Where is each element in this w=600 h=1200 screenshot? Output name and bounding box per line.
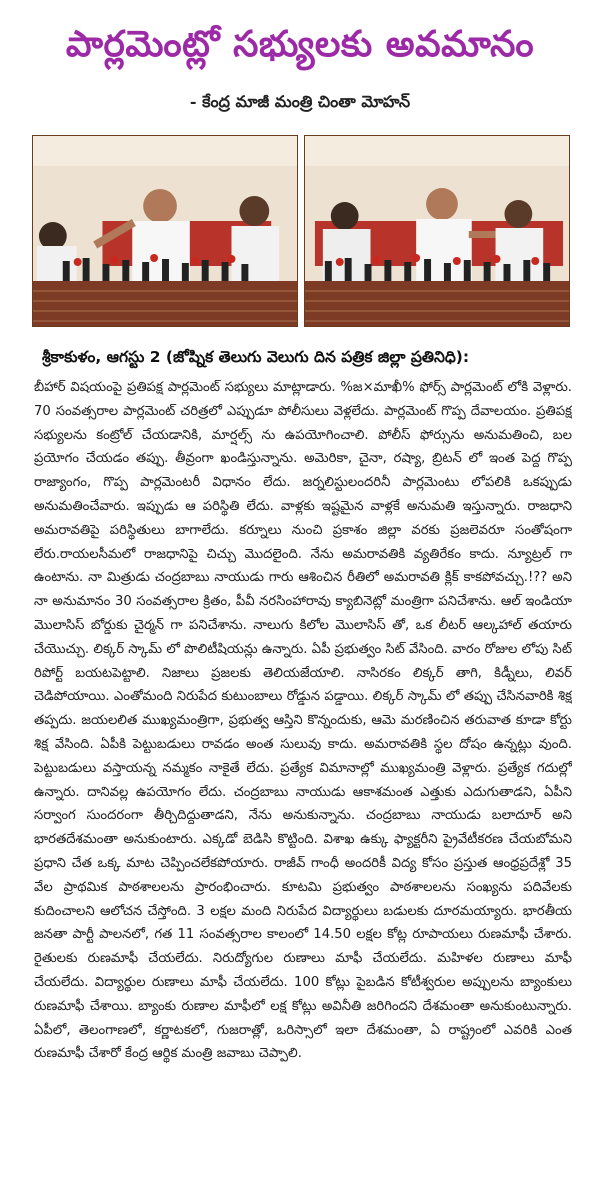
press-meet-photo-left — [32, 135, 298, 327]
headline: పార్లమెంట్లో సభ్యులకు అవమానం — [65, 24, 535, 65]
press-meet-photo-right — [304, 135, 570, 327]
photo-strip — [32, 135, 570, 325]
article-body: బీహార్ విషయంపై ప్రతిపక్ష పార్లమెంట్ సభ్యులు మాట్లాడారు. %జ×మాఖీ% ఫోర్స్ పార్లమెంట్ లోకి వెళ్లారు. 70 సంవత్సరాల పార్లమెంట్ చరిత్రలో ఎప్పుడూ పోలీసులు వెళ్లలేదు. పార్లమెంట్ గొప్ప దేవాలయం. ప్రతిపక్ష సభ్యులను కంట్రోల్ చేయడానికి, మార్షల్స్ ను ఉపయోగించాలి. పోలీస్ ఫోర్సును అనుమతించి, బల ప్రయోగం చేయడం తప్పు. తీవ్రంగా ఖండిస్తున్నాను. అమెరికా, చైనా, రష్యా, బ్రిటన్ లో ఇంత పెద్ద గొప్ప రాజ్యాంగం, గొప్ప పార్లమెంటరీ విధానం లేదు. జర్నలిస్టులందరినీ పార్లమెంటు లోపలికి ఒకప్పుడు అనుమతించేవారు. ఇప్పుడు ఆ పరిస్థితి లేదు. వాళ్లకు ఇష్టమైన వాళ్లకే అనుమతి ఇస్తున్నారు. రాజధాని అమరావతిపై పరిస్థితులు బాగాలేదు. కర్నూలు నుంచి ప్రకాశం జిల్లా వరకు ప్రజలెవరూ సంతోషంగా లేరు.రాయలసీమలో రాజధానిపై చిచ్చు మొదలైంది. నేను అమరావతికి వ్యతిరేకం కాదు. న్యూట్రల్ గా ఉంటాను. నా మిత్రుడు చంద్రబాబు నాయుడు గారు ఆశించిన రీతిలో అమరావతి క్లిక్ కాకపోవచ్చు.!?? అని నా అనుమానం 30 సంవత్సరాల క్రితం, పీవీ నరసింహారావు క్యాబినెట్లో మంత్రిగా పనిచేశాను. ఆల్ ఇండియా మొలాసిస్ బోర్డుకు చైర్మన్ గా పనిచేశాను. నాలుగు కిలోల మొలాసిస్ తో, ఒక లీటర్ ఆల్కహాల్ తయారు చేయొచ్చు. లిక్కర్ స్కామ్ లో పొలిటీషియన్లు ఉన్నారు. ఏపీ ప్రభుత్వం సిట్ వేసింది. వారం రోజుల లోపు సిట్ రిపోర్ట్ బయటపెట్టాలి. నిజాలు ప్రజలకు తెలియజేయాలి. నాసిరకం లిక్కర్ తాగి, కిడ్నీలు, లివర్ చెడిపోయాయి. ఎంతోమంది నిరుపేద కుటుంబాలు రోడ్డున పడ్డాయి. లిక్కర్ స్కామ్ లో తప్పు చేసినవారికి శిక్ష తప్పదు. జయలలిత ముఖ్యమంత్రిగా, ప్రభుత్వ ఆస్తిని కొన్నందుకు, ఆమె మరణించిన తరువాత కూడా కోర్టు శిక్ష వేసింది. ఏపీకి పెట్టుబడులు రావడం అంత సులువు కాదు. అమరావతికి స్థల దోషం ఉన్నట్లు వుంది. పెట్టుబడులు వస్తాయన్న నమ్మకం నాకైతే లేదు. ప్రత్యేక విమానాల్లో ముఖ్యమంత్రి వెళ్లారు. ప్రత్యేక గదుల్లో ఉన్నారు. దానివల్ల ఉపయోగం లేదు. చంద్రబాబు నాయుడు ఆకాశమంత ఎత్తుకు ఎదుగుతాడని, ఏపీని సర్వాంగ సుందరంగా తీర్చిదిద్దుతాడని, నేను అనుకున్నాను. చంద్రబాబు నాయుడు బలాదూర్ అని భారతదేశమంతా అనుకుంటారు. ఎక్కడో బెడిసి కొట్టింది. విశాఖ ఉక్కు ఫ్యాక్టరీని ప్రైవేటీకరణ చేయబోమని ప్రధాని చేత ఒక్క మాట చెప్పించలేకపోయారు. రాజీవ్ గాంధీ అందరికీ విద్య కోసం ప్రస్తుత ఆంధ్రప్రదేశ్లో 35 వేల ప్రాథమిక పాఠశాలలను ప్రారంభించారు. కూటమి ప్రభుత్వం పాఠశాలలను సంఖ్యను పదివేలకు కుదించాలని ఆలోచన చేస్తోంది. 3 లక్షల మంది నిరుపేద విద్యార్థులు బడులకు దూరమయ్యారు. భారతీయ జనతా పార్టీ పాలనలో, గత 11 సంవత్సరాల కాలంలో 14.50 లక్షల కోట్ల రూపాయలు రుణమాఫీ చేశారు. రైతులకు రుణమాఫీ చేయలేదు. నిరుద్యోగుల రుణాలు మాఫీ చేయలేదు. మహిళల రుణాలు మాఫీ చేయలేదు. విద్యార్థుల రుణాలు మాఫీ చేయలేదు. 100 కోట్లు పైబడిన కోటీశ్వరుల అప్పులను బ్యాంకులు రుణమాఫీ చేశాయి. బ్యాంకు రుణాల మాఫీలో లక్ష కోట్లు అవినీతి జరిగిందని దేశమంతా అనుకుంటున్నారు. ఏపీలో, తెలంగాణలో, కర్ణాటకలో, గుజరాత్లో, ఒరిస్సాలో ఇలా దేశమంతా, ఏ రాష్ట్రంలో ఎవరికి ఎంత రుణమాఫీ చేశారో కేంద్ర ఆర్థిక మంత్రి జవాబు చెప్పాలి. — [34, 380, 572, 1062]
dateline: శ్రీకాకుళం, ఆగస్టు 2 (జోష్నిక తెలుగు వెలుగు దిన పత్రిక జిల్లా ప్రతినిధి): — [42, 348, 470, 366]
byline: - కేంద్ర మాజీ మంత్రి చింతా మోహన్ — [189, 92, 411, 111]
